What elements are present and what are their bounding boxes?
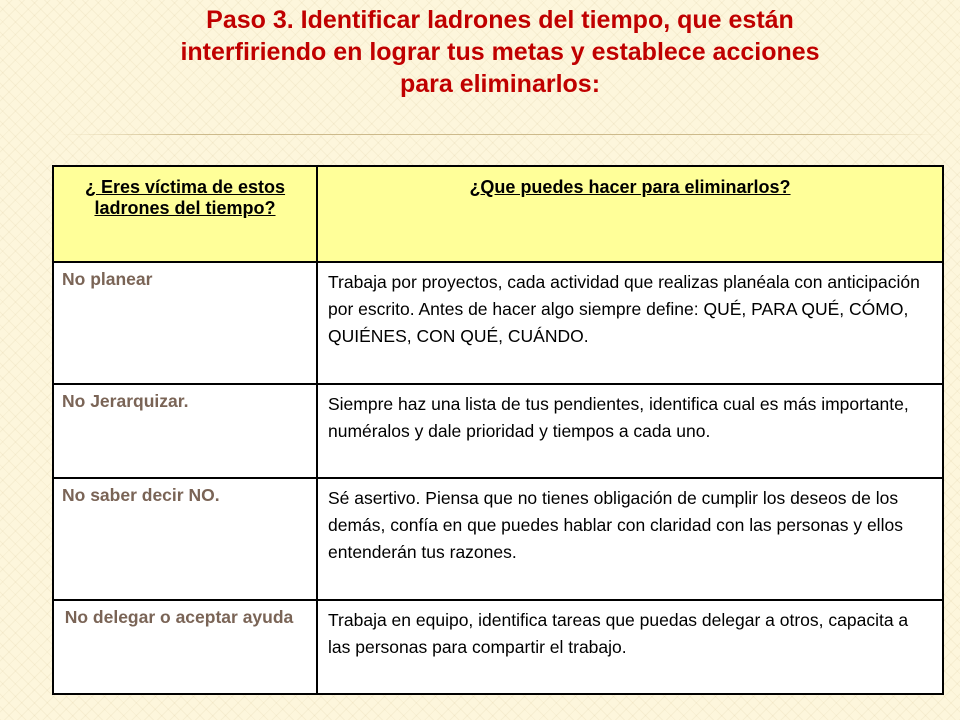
action-cell [317, 600, 943, 694]
table-header-row [53, 166, 943, 262]
action-text: Trabaja en equipo, identifica tareas que puedas delegar a otros, capacita a las personas para compartir el trabajo. [328, 610, 909, 657]
table-row [53, 262, 943, 384]
action-text: Siempre haz una lista de tus pendientes, identifica cual es más importante, numéralos y dale prioridad y tiempos a cada uno. [328, 394, 909, 441]
thief-cell [53, 600, 317, 694]
header-actions-label: ¿Que puedes hacer para eliminarlos? [469, 177, 791, 197]
thief-label: No delegar o aceptar ayuda [64, 607, 294, 627]
action-cell [317, 384, 943, 478]
header-cell-actions [317, 166, 943, 262]
title-divider [60, 134, 940, 135]
action-cell [317, 262, 943, 384]
action-cell [317, 478, 943, 600]
thief-label: No Jerarquizar. [62, 391, 189, 411]
time-thieves-table [52, 165, 944, 695]
table-row [53, 384, 943, 478]
action-text: Trabaja por proyectos, cada actividad que realizas planéala con anticipación por escrito. Antes de hacer algo siempre define: QUÉ, PARA QUÉ, CÓMO, QUIÉNES, CON QUÉ, CUÁNDO. [328, 272, 920, 346]
action-text: Sé asertivo. Piensa que no tienes obligación de cumplir los deseos de los demás, confía en que puedes hablar con claridad con las personas y ellos entenderán tus razones. [328, 488, 903, 562]
thief-cell [53, 478, 317, 600]
header-thieves-label: ¿ Eres víctima de estos ladrones del tiempo? [84, 177, 286, 218]
slide-title: Paso 3. Identificar ladrones del tiempo, que están interfiriendo en lograr tus metas y establece acciones para eliminarlos: [180, 6, 820, 98]
thief-cell [53, 384, 317, 478]
table-row [53, 478, 943, 600]
thief-label: No saber decir NO. [62, 485, 220, 505]
thief-label: No planear [62, 269, 153, 289]
header-cell-thieves [53, 166, 317, 262]
thief-cell [53, 262, 317, 384]
table-row [53, 600, 943, 694]
